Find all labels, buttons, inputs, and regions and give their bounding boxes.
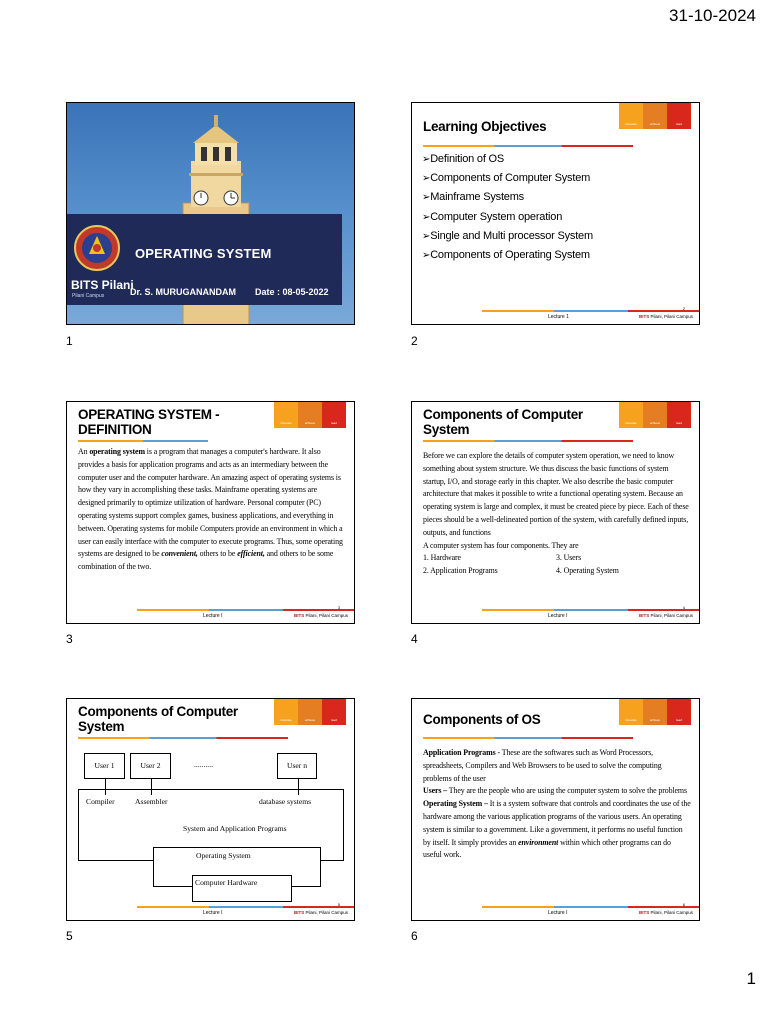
slide-footer [67, 605, 354, 623]
user-1-box: User 1 [84, 753, 125, 779]
footer-brand: BITS Pilani, Pilani Campus [638, 910, 693, 915]
slide-2-learning-objectives [411, 102, 700, 325]
deco-label: innovate [625, 421, 637, 425]
assembler-label: Assembler [135, 797, 168, 806]
deco-label: achieve [649, 122, 661, 126]
slide-footer-number: 4 [682, 605, 685, 610]
campus-label: Pilani Campus [72, 293, 105, 299]
components-row: 1. Hardware 3. Users [423, 553, 582, 563]
deco-label: achieve [304, 421, 316, 425]
title-rule [423, 440, 633, 442]
components-row: 2. Application Programs 4. Operating System [423, 566, 619, 576]
slide-number-4: 4 [411, 632, 418, 646]
os-layer-label: Operating System [196, 851, 251, 860]
deco-label: lead [676, 421, 682, 425]
deco-label: lead [676, 718, 682, 722]
list-item: ➢ Components of Operating System [422, 246, 593, 265]
title-rule [78, 440, 208, 442]
connector-line [151, 779, 152, 795]
presentation-title: OPERATING SYSTEM [135, 246, 272, 261]
lecture-label: Lecture I [548, 910, 568, 916]
slide-6-components-of-os [411, 698, 700, 921]
innovate-achieve-lead-banner [274, 402, 346, 428]
slide-footer-number: 5 [337, 902, 340, 907]
slide-3-os-definition [66, 401, 355, 624]
title-band [67, 214, 342, 305]
innovate-achieve-lead-banner [619, 402, 691, 428]
slide-1-title [66, 102, 355, 325]
slide-footer [412, 902, 699, 920]
title-rule [423, 737, 633, 739]
footer-brand: BITS Pilani, Pilani Campus [293, 910, 348, 915]
slide-title: OPERATING SYSTEM - DEFINITION [78, 407, 220, 438]
slide-5-system-diagram [66, 698, 355, 921]
innovate-achieve-lead-banner [274, 699, 346, 725]
author-name: Dr. S. MURUGANANDAM [130, 287, 237, 297]
list-item: ➢ Components of Computer System [422, 169, 593, 188]
slide-footer [412, 605, 699, 623]
slide-footer-number: 2 [682, 306, 685, 311]
objectives-list [422, 150, 593, 265]
list-item: ➢ Single and Multi processor System [422, 227, 593, 246]
page-date: 31-10-2024 [669, 6, 756, 25]
deco-label: innovate [280, 421, 292, 425]
components-text: Before we can explore the details of computer system operation, we need to know something about system structure. We thus discuss the basic functions of system startup, I/O, and storage early in this chapter. We also describe the basic computer architecture that makes it possible to write a functional operating system. Because an operating system is large and complex, it must be created piece by piece. Each of these pieces should be a well-delineated portion of the system, with carefully defined inputs, outputs, and functions A computer system has four components. They are 1. Hardware 3. Users 2. Application Programs 4. Operating System [423, 450, 689, 578]
users-ellipsis: .......... [194, 760, 213, 769]
database-systems-label: database systems [259, 797, 312, 806]
slide-number-3: 3 [66, 632, 73, 646]
deco-label: achieve [649, 421, 661, 425]
deco-label: achieve [304, 718, 316, 722]
os-components-text: Application Programs - These are the softwares such as Word Processors, spreadsheets, Compilers and Web Browsers to be used to solve the computing problems of the user Users – They are the people who are using the computer system to solve the problems Operating System – It is a system software that controls and coordinates the use of the hardware among the various application programs of the various users. An operating system is similar to a government. Like a government, it performs no useful function by itself. It simply provides an environment within which other programs can do useful work. [423, 748, 691, 860]
connector-line [298, 779, 299, 795]
lecture-label: Lecture I [203, 613, 223, 619]
slide-footer-number: 3 [337, 605, 340, 610]
user-n-box: User n [277, 753, 317, 779]
deco-label: lead [331, 718, 337, 722]
deco-label: innovate [625, 122, 637, 126]
deco-label: innovate [625, 718, 637, 722]
lecture-label: Lecture 1 [548, 314, 569, 320]
footer-brand: BITS Pilani, Pilani Campus [638, 613, 693, 618]
deco-label: lead [676, 122, 682, 126]
slide-title: Components of OS [423, 712, 541, 727]
slide-title: Components of Computer System [78, 704, 238, 735]
bits-logo-icon [73, 224, 121, 272]
title-rule [78, 737, 288, 739]
lecture-label: Lecture I [203, 910, 223, 916]
deco-label: innovate [280, 718, 292, 722]
deco-label: achieve [649, 718, 661, 722]
slide-footer-number: 6 [682, 902, 685, 907]
list-item: ➢ Definition of OS [422, 150, 593, 169]
presentation-date: Date : 08-05-2022 [255, 287, 329, 297]
innovate-achieve-lead-banner [619, 103, 691, 129]
connector-line [105, 779, 106, 795]
apps-layer-label: System and Application Programs [183, 824, 287, 833]
slide-footer [412, 306, 699, 324]
deco-label: lead [331, 421, 337, 425]
slide-footer [67, 902, 354, 920]
slide-number-6: 6 [411, 929, 418, 943]
innovate-achieve-lead-banner [619, 699, 691, 725]
slide-number-1: 1 [66, 334, 73, 348]
list-item: ➢ Mainframe Systems [422, 188, 593, 207]
slide-number-2: 2 [411, 334, 418, 348]
slide-4-computer-system-components [411, 401, 700, 624]
page-number: 1 [746, 969, 756, 988]
definition-text: An operating system is a program that manages a computer's hardware. It also provides a basis for application programs and acts as an intermediary between the computer user and the computer hardware. An amazing aspect of operating systems is how they vary in accomplishing these tasks. Mainframe operating systems are designed primarily to optimize utilization of hardware. Personal computer (PC) operating systems support complex games, business applications, and everything in between. Operating systems for mobile Computers provide an environment in which a user can easily interface with the computer to execute programs. Thus, some operating systems are designed to be convenient, others to be efficient, and others to be some combination of the two. [78, 447, 343, 572]
slide-number-5: 5 [66, 929, 73, 943]
footer-brand: BITS Pilani, Pilani Campus [638, 314, 693, 319]
lecture-label: Lecture I [548, 613, 568, 619]
hardware-layer-label: Computer Hardware [195, 878, 258, 887]
footer-brand: BITS Pilani, Pilani Campus [293, 613, 348, 618]
user-2-box: User 2 [130, 753, 171, 779]
title-rule [423, 145, 633, 147]
slide-title: Learning Objectives [423, 119, 547, 134]
list-item: ➢ Computer System operation [422, 208, 593, 227]
compiler-label: Compiler [86, 797, 115, 806]
bits-pilani-wordmark: BITS Pilani [71, 278, 134, 292]
slide-title: Components of Computer System [423, 407, 583, 438]
